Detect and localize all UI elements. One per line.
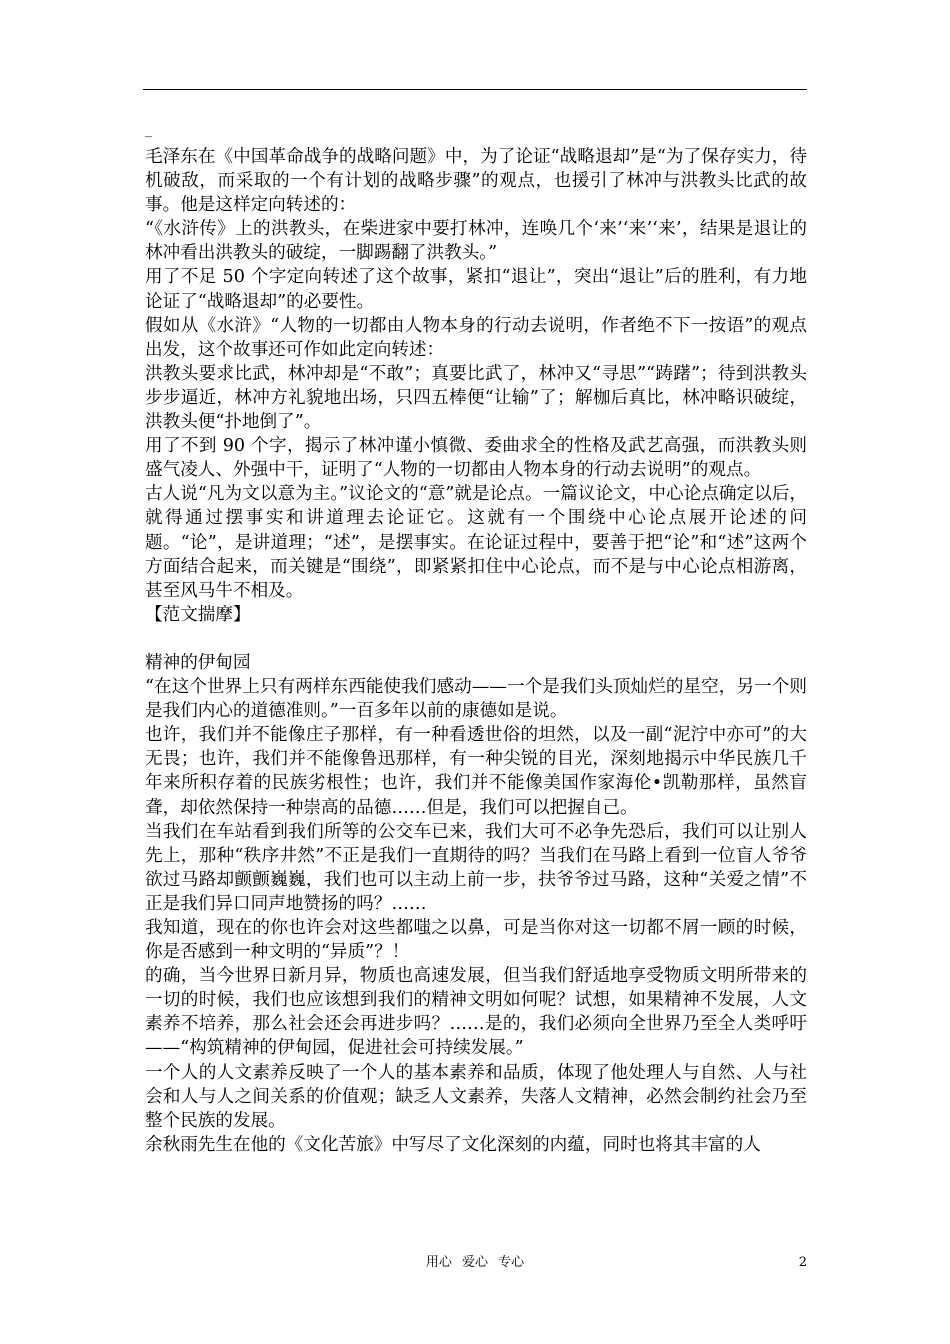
paragraph: 的确，当今世界日新月异，物质也高速发展，但当我们舒适地享受物质文明所带来的一切的时候，我们也应该想到我们的精神文明如何呢？试想，如果精神不发展，人文素养不培养，那么社会还会再进步吗？……是的，我们必须向全世界乃至全人类呼吁——“构筑精神的伊甸园，促进社会可持续发展。” <box>145 966 807 1059</box>
paragraph: “《水浒传》上的洪教头，在柴进家中要打林冲，连唤几个‘来’‘来’‘来’，结果是退让的林冲看出洪教头的破绽，一脚踢翻了洪教头。” <box>145 219 807 264</box>
header-marker: _ <box>145 122 152 138</box>
paragraph: 一个人的人文素养反映了一个人的基本素养和品质，体现了他处理人与自然、人与社会和人与人之间关系的价值观；缺乏人文素养，失落人文精神，必然会制约社会乃至整个民族的发展。 <box>145 1062 807 1131</box>
paragraph: 洪教头要求比武，林冲却是“不敢”；真要比武了，林冲又“寻思”“踌躇”；待到洪教头步步逼近，林冲方礼貌地出场，只四五棒便“让输”了；解枷后真比，林冲略识破绽，洪教头便“扑地倒了”。 <box>145 363 807 433</box>
paragraph: 当我们在车站看到我们所等的公交车已来，我们大可不必争先恐后，我们可以让别人先上，那种“秩序井然”不正是我们一直期待的吗？当我们在马路上看到一位盲人爷爷欲过马路却颤颤巍巍，我们也可以主动上前一步，扶爷爷过马路，这种“关爱之情”不正是我们异口同声地赞扬的吗？…… <box>145 821 807 914</box>
footer-motto: 用心 爱心 专心 <box>425 1255 525 1270</box>
section-heading: 【范文揣摩】 <box>145 604 251 625</box>
paragraph: “在这个世界上只有两样东西能使我们感动——一个是我们头顶灿烂的星空，另一个则是我们内心的道德准则。”一百多年以前的康德如是说。 <box>145 677 807 722</box>
essay-title: 精神的伊甸园 <box>145 652 251 673</box>
paragraph: 也许，我们并不能像庄子那样，有一种看透世俗的坦然，以及一副“泥泞中亦可”的大无畏；也许，我们并不能像鲁迅那样，有一种尖锐的目光，深刻地揭示中华民族几千年来所积存着的民族劣根性；也许，我们并不能像美国作家海伦•凯勒那样，虽然盲聋，却依然保持一种崇高的品德……但是，我们可以把握自己。 <box>145 725 807 818</box>
header-rule <box>143 89 807 90</box>
page-number: 2 <box>798 1255 807 1270</box>
paragraph: 毛泽东在《中国革命战争的战略问题》中，为了论证“战略退却”是“为了保存实力，待机破敌，而采取的一个有计划的战略步骤”的观点，也援引了林冲与洪教头比武的故事。他是这样定向转述的： <box>145 147 807 216</box>
document-body <box>145 145 807 1157</box>
paragraph: 用了不足 50 个字定向转述了这个故事，紧扣“退让”，突出“退让”后的胜利，有力地论证了“战略退却”的必要性。 <box>145 267 807 312</box>
blank-line <box>145 627 807 651</box>
paragraph: 我知道，现在的你也许会对这些都嗤之以鼻，可是当你对这一切都不屑一顾的时候，你是否感到一种文明的“异质”？！ <box>145 918 807 963</box>
page-footer <box>0 1253 950 1273</box>
paragraph: 用了不到 90 个字，揭示了林冲谨小慎微、委曲求全的性格及武艺高强，而洪教头则盛气凌人、外强中干，证明了“人物的一切都由人物本身的行动去说明”的观点。 <box>145 436 807 481</box>
paragraph: 假如从《水浒》“人物的一切都由人物本身的行动去说明，作者绝不下一按语”的观点出发，这个故事还可作如此定向转述： <box>145 315 807 360</box>
paragraph: 余秋雨先生在他的《文化苦旅》中写尽了文化深刻的内蕴，同时也将其丰富的人 <box>145 1134 761 1155</box>
paragraph: 古人说“凡为文以意为主。”议论文的“意”就是论点。一篇议论文，中心论点确定以后，就得通过摆事实和讲道理去论证它。这就有一个围绕中心论点展开论述的问题。“论”，是讲道理；“述”，是摆事实。在论证过程中，要善于把“论”和“述”这两个方面结合起来，而关键是“围绕”，即紧紧扣住中心论点，而不是与中心论点相游离，甚至风马牛不相及。 <box>145 484 807 601</box>
